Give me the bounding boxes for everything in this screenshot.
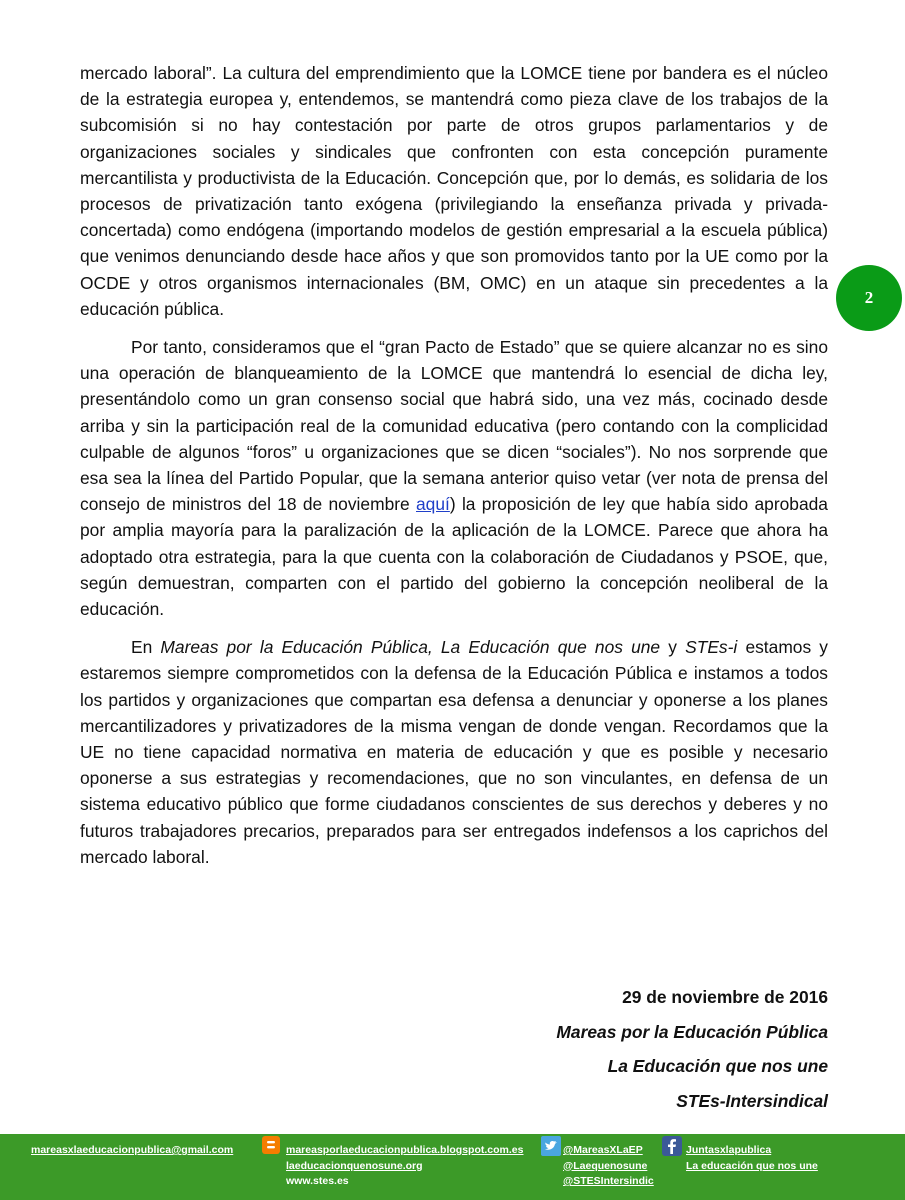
footer-twitter-laeque[interactable]: @Laequenosune [563, 1159, 648, 1172]
paragraph-3-stes: STEs-i [685, 637, 738, 658]
footer-facebook-juntas[interactable]: Juntasxlapublica [686, 1144, 772, 1156]
footer-site-link[interactable]: laeducacionquenosune.org [286, 1159, 423, 1172]
paragraph-3-rest: estamos y estaremos siempre comprometidos con la defensa de la Educación Pública e instamos a todos los partidos y organizaciones que compartan esa defensa a denunciar y oponerse a los planes mercantilizadores y privatizadores de la misma vengan de donde vengan. Recordamos que la UE no tiene capacidad normativa en materia de educación y que es posible y necesario oponerse a sus estrategias y recomendaciones, que no son vinculantes, en defensa de un sistema educativo público que forme ciudadanos conscientes de sus derechos y deberes y no futuros trabajadores precarios, preparados para ser entregados indefensos a los caprichos del mercado laboral. [80, 637, 829, 867]
signature-org-educacion: La Educación que nos une [607, 1056, 828, 1076]
aqui-link[interactable]: aquí [416, 494, 450, 515]
footer-facebook-educacion[interactable]: La educación que nos une [686, 1159, 818, 1172]
document-body [80, 60, 828, 882]
page-number-badge: 2 [836, 265, 902, 331]
footer-bar [0, 1134, 905, 1200]
signature-date: 29 de noviembre de 2016 [622, 987, 828, 1007]
paragraph-1: mercado laboral”. La cultura del emprendimiento que la LOMCE tiene por bandera es el núcleo de la estrategia europea y, entendemos, se mantendrá como pieza clave de los trabajos de la subcomisión si no hay contestación por parte de otros grupos parlamentarios y de organizaciones sociales y sindicales que confronten con esta concepción puramente mercantilista y productivista de la Educación. Concepción que, por lo demás, es solidaria de los procesos de privatización tanto exógena (privilegiando la enseñanza privada y privada-concertada) como endógena (importando modelos de gestión empresarial a la escuela pública) que venimos denunciando desde hace años y que son promovidos tanto por la UE como por la OCDE y otros organismos internacionales (BM, OMC) en un ataque sin precedentes a la educación pública. [80, 63, 828, 319]
paragraph-2-text-b: ) la proposición de ley que había sido aprobada por amplia mayoría para la paralización de la aplicación de la LOMCE. Parece que ahora ha adoptado otra estrategia, para la que cuenta con la colaboración de Ciudadanos y PSOE, que, según demuestran, comparten con el partido del gobierno la concepción neoliberal de la educación. [80, 494, 828, 620]
footer-blog-link[interactable]: mareasporlaeducacionpublica.blogspot.com.es [286, 1144, 524, 1156]
footer-twitter-stes[interactable]: @STESIntersindic [563, 1175, 654, 1187]
footer-twitter-mareas[interactable]: @MareasXLaEP [563, 1144, 643, 1156]
paragraph-3-en: En [131, 637, 161, 658]
paragraph-3-y: y [660, 637, 686, 658]
signature-block [556, 980, 828, 1118]
footer-email-link[interactable]: mareasxlaeducacionpublica@gmail.com [31, 1144, 234, 1156]
twitter-icon [541, 1136, 561, 1156]
footer-stes-site[interactable]: www.stes.es [286, 1175, 349, 1187]
signature-org-stes: STEs-Intersindical [676, 1090, 828, 1111]
paragraph-2-text-a: Por tanto, consideramos que el “gran Pacto de Estado” que se quiere alcanzar no es sino una operación de blanqueamiento de la LOMCE que mantendrá lo esencial de dicha ley, presentándolo como un gran consenso social que habrá sido, una vez más, cocinado desde arriba y sin la participación real de la comunidad educativa (pero contando con la complicidad culpable de algunos “foros” u organizaciones que se dicen “sociales”). No nos sorprende que esa sea la línea del Partido Popular, que la semana anterior quiso vetar (ver nota de prensa del consejo de ministros del 18 de noviembre [80, 337, 828, 515]
paragraph-2 [80, 334, 828, 622]
facebook-icon [662, 1136, 682, 1156]
paragraph-3-org-names: Mareas por la Educación Pública, La Educación que nos une [160, 637, 661, 658]
blogger-icon [262, 1136, 280, 1154]
signature-org-mareas: Mareas por la Educación Pública [556, 1021, 828, 1042]
paragraph-3 [80, 634, 828, 870]
